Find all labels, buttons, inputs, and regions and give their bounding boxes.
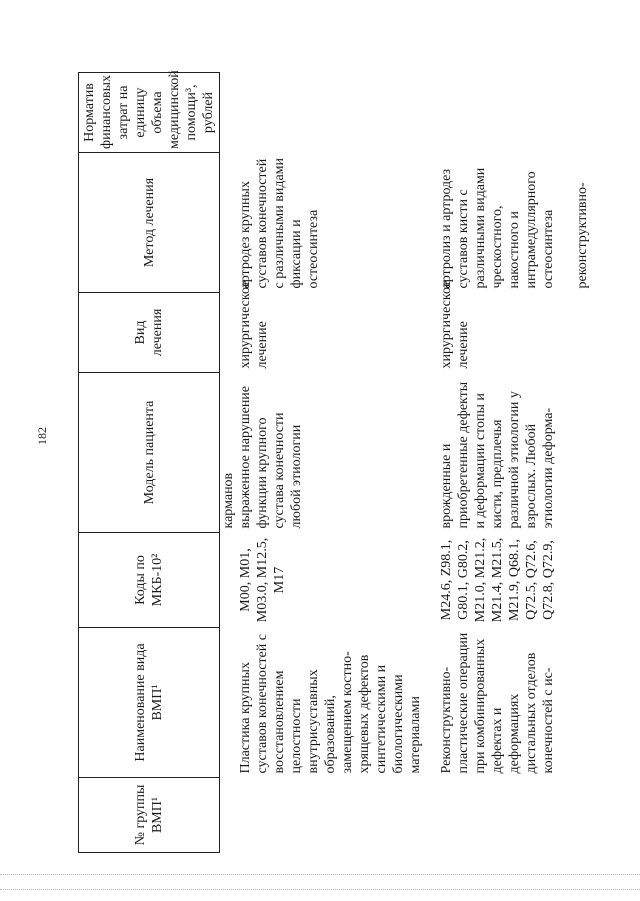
cell-treatment-method: артродез крупных суставов конечностей с различными видами фиксации и остеосинтеза [238, 157, 321, 289]
header-patient-model: Модель пациента [79, 373, 220, 533]
cell-group-number [438, 778, 605, 853]
cell-treatment-kind: хирургическое лечение [238, 280, 270, 369]
header-vmp-name: Наименование вида ВМП¹ [79, 628, 220, 778]
cell-group-number [237, 778, 438, 853]
continuation-row [220, 73, 238, 853]
header-group-number: № группы ВМП¹ [79, 778, 220, 853]
rotated-table-container [78, 70, 590, 853]
cell-treatment-method: артролиз и артродез суставов кисти с различными видами чрескостного, накостного и интрамедуллярного остеосинтеза реконструктивно- [439, 167, 590, 289]
cell-vmp-name: Реконструктивно-пластические операции при комбинированных дефектах и деформациях дистальных отделов конечностей с ис- [439, 632, 556, 774]
cell-cost-norm [237, 73, 438, 153]
cell-vmp-name: Пластика крупных суставов конечностей с восстановлением целостности внутрисуставных образований, замещением костно-хрящевых дефектов синтетическими и биологическими материалами [238, 634, 423, 774]
table-row [438, 73, 605, 853]
scan-edge-line [0, 889, 640, 890]
cell-patient-model: выраженное нарушение функции крупного сустава конечности любой этиологии [238, 385, 304, 529]
header-icd-codes: Коды по МКБ-10² [79, 533, 220, 628]
vmp-table [78, 72, 605, 853]
table-row [237, 73, 438, 853]
header-cost-norm: Норматив финансовых затрат на единицу объема медицинской помощи³, рублей [79, 73, 220, 153]
header-treatment-method: Метод лечения [79, 153, 220, 293]
cell-icd-codes: M00, M01, M03.0, M12.5, M17 [238, 537, 287, 623]
page-number: 182 [35, 427, 49, 445]
continuation-text: карманов [221, 472, 236, 529]
cell-cost-norm [438, 73, 605, 153]
header-treatment-kind: Вид лечения [79, 293, 220, 373]
cell-icd-codes: M24.6, Z98.1, G80.1, G80.2, M21.0, M21.2, M21.4, M21.5, M21.9, Q68.1, Q72.5, Q72.6, Q72.8, Q72.9, [439, 537, 556, 623]
table-header-row [79, 73, 220, 853]
scan-edge-line [0, 874, 640, 875]
cell-patient-model: врожденные и приобретенные дефекты и деформации стопы и кисти, предплечья различной этиологии у взрослых. Любой этиологии деформа- [439, 381, 556, 529]
cell-treatment-kind: хирургическое лечение [439, 280, 471, 369]
